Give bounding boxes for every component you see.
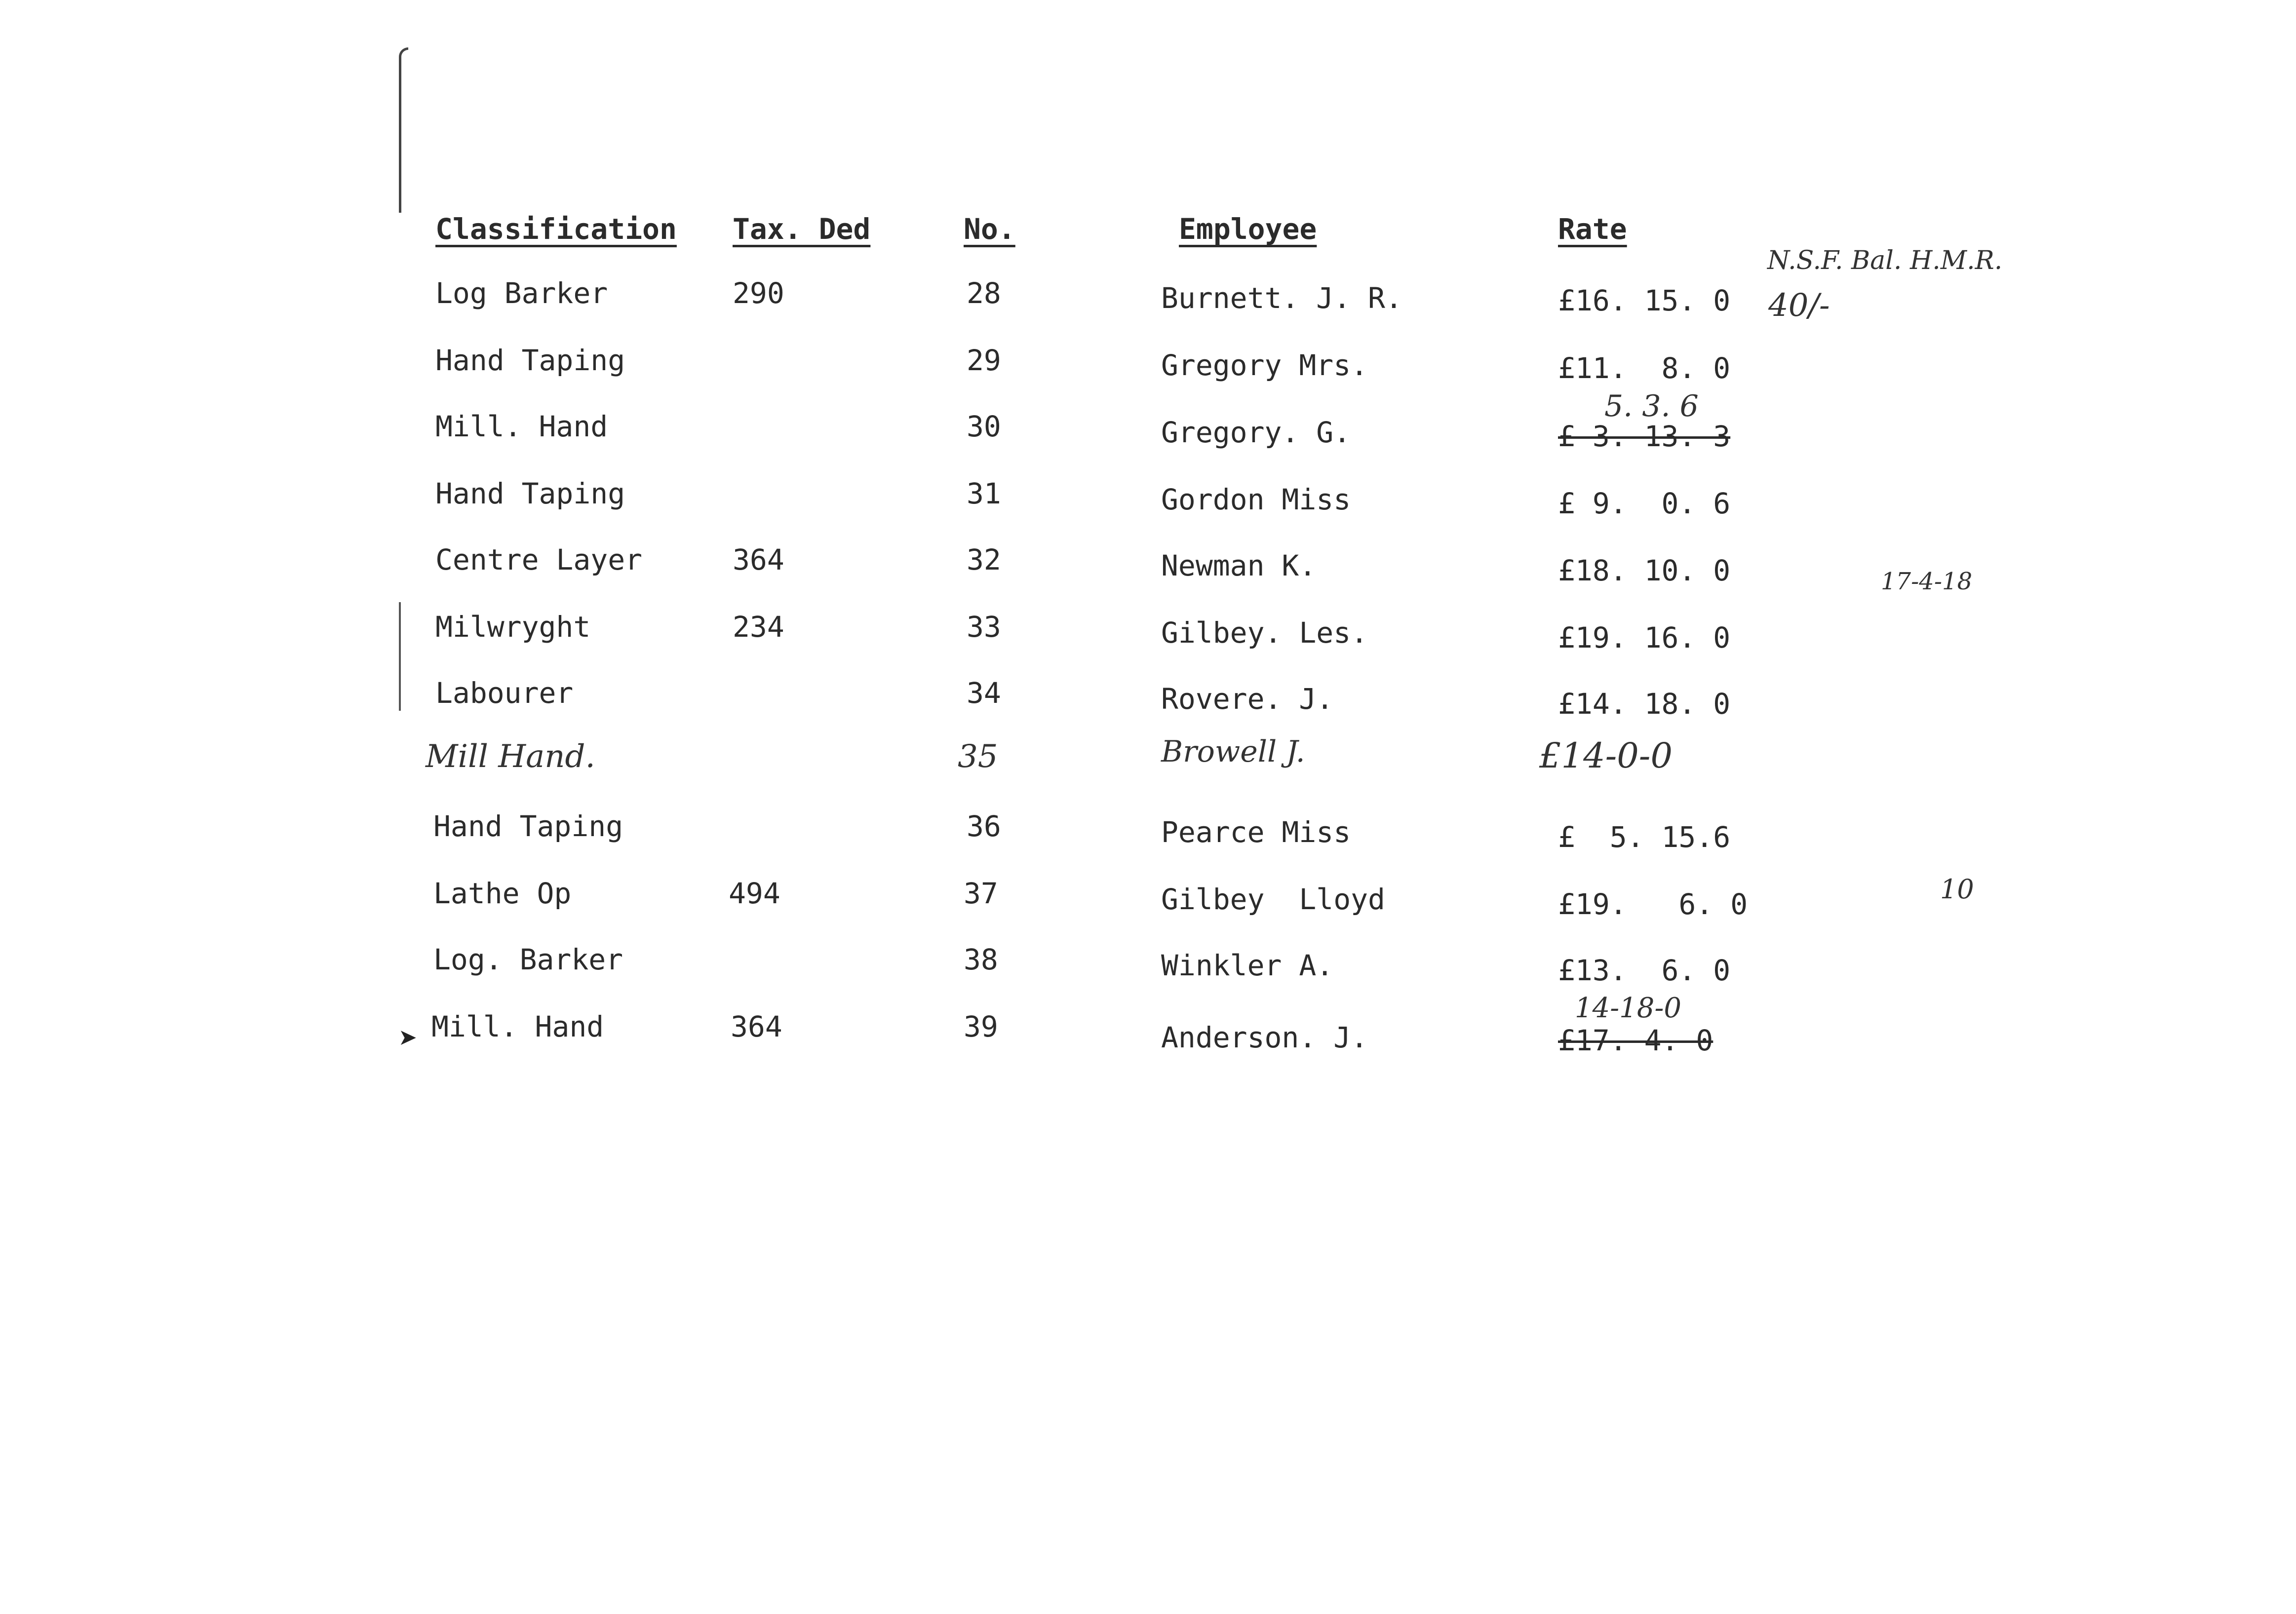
cell-rate: £18. 10. 0 <box>1558 554 1731 587</box>
cell-classification: Log Barker <box>435 276 608 310</box>
margin-note-amount: 40/- <box>1768 287 1830 324</box>
cell-classification: Mill Hand. <box>426 738 595 775</box>
cell-rate: £14-0-0 <box>1539 735 1673 776</box>
cell-employee: Pearce Miss <box>1161 815 1351 849</box>
cell-rate: £11. 8. 0 <box>1558 351 1731 385</box>
margin-note-number: 10 <box>1940 874 1974 905</box>
cell-employee: Gregory. G. <box>1161 416 1351 449</box>
cell-rate: £ 5. 15.6 <box>1558 820 1731 854</box>
cell-employee: Newman K. <box>1161 549 1317 582</box>
cell-tax: 290 <box>733 276 784 310</box>
cell-no: 35 <box>958 738 998 775</box>
cell-employee: Rovere. J. <box>1161 682 1334 716</box>
cell-classification: Hand Taping <box>435 344 625 377</box>
cell-no: 30 <box>967 410 1001 443</box>
cell-tax: 234 <box>733 610 784 644</box>
cell-no: 28 <box>967 276 1001 310</box>
cell-employee: Gilbey. Les. <box>1161 616 1368 650</box>
cell-no: 33 <box>967 610 1001 644</box>
cell-tax: 364 <box>731 1010 782 1043</box>
rate-correction: 5. 3. 6 <box>1604 389 1699 423</box>
cell-employee: Gregory Mrs. <box>1161 348 1368 382</box>
cell-classification: Mill. Hand <box>435 410 608 443</box>
header-tax-ded: Tax. Ded <box>733 212 871 246</box>
cell-employee: Burnett. J. R. <box>1161 281 1402 315</box>
cell-rate: £13. 6. 0 <box>1558 954 1731 987</box>
cell-no: 31 <box>967 477 1001 510</box>
rate-correction: 14-18-0 <box>1575 992 1681 1024</box>
header-classification: Classification <box>435 212 677 246</box>
margin-bracket <box>399 47 408 213</box>
cell-classification: Mill. Hand <box>431 1010 604 1043</box>
cell-classification: Hand Taping <box>435 477 625 510</box>
cell-employee: Gordon Miss <box>1161 483 1351 516</box>
cell-no: 38 <box>964 943 998 976</box>
cell-classification: Centre Layer <box>435 543 643 576</box>
margin-line <box>399 602 401 711</box>
cell-rate: £19. 16. 0 <box>1558 621 1731 654</box>
header-no: No. <box>964 212 1015 246</box>
cell-tax: 364 <box>733 543 784 576</box>
cell-employee: Anderson. J. <box>1161 1021 1368 1054</box>
cell-classification: Hand Taping <box>433 809 623 843</box>
cell-rate: £14. 18. 0 <box>1558 687 1731 721</box>
cell-classification: Milwryght <box>435 610 591 644</box>
cell-no: 37 <box>964 877 998 910</box>
cell-rate: £16. 15. 0 <box>1558 284 1731 317</box>
cell-employee: Winkler A. <box>1161 949 1334 982</box>
cell-no: 36 <box>967 809 1001 843</box>
arrow-marker-icon: ➤ <box>399 1021 418 1057</box>
cell-classification: Log. Barker <box>433 943 623 976</box>
cell-no: 29 <box>967 344 1001 377</box>
header-rate: Rate <box>1558 212 1627 246</box>
header-employee: Employee <box>1179 212 1317 246</box>
cell-rate: £19. 6. 0 <box>1558 887 1748 921</box>
cell-employee: Browell J. <box>1161 734 1305 769</box>
cell-no: 39 <box>964 1010 998 1043</box>
cell-employee: Gilbey Lloyd <box>1161 883 1385 916</box>
margin-note-heading: N.S.F. Bal. H.M.R. <box>1767 246 2003 275</box>
margin-note-date: 17-4-18 <box>1881 568 1973 595</box>
cell-classification: Lathe Op <box>433 877 572 910</box>
cell-rate: £17. 4. 0 <box>1558 1024 1713 1057</box>
cell-rate: £ 9. 0. 6 <box>1558 487 1731 520</box>
cell-no: 32 <box>967 543 1001 576</box>
cell-classification: Labourer <box>435 676 574 710</box>
cell-tax: 494 <box>729 877 780 910</box>
cell-no: 34 <box>967 676 1001 710</box>
cell-rate: £ 3. 13. 3 <box>1558 420 1731 453</box>
